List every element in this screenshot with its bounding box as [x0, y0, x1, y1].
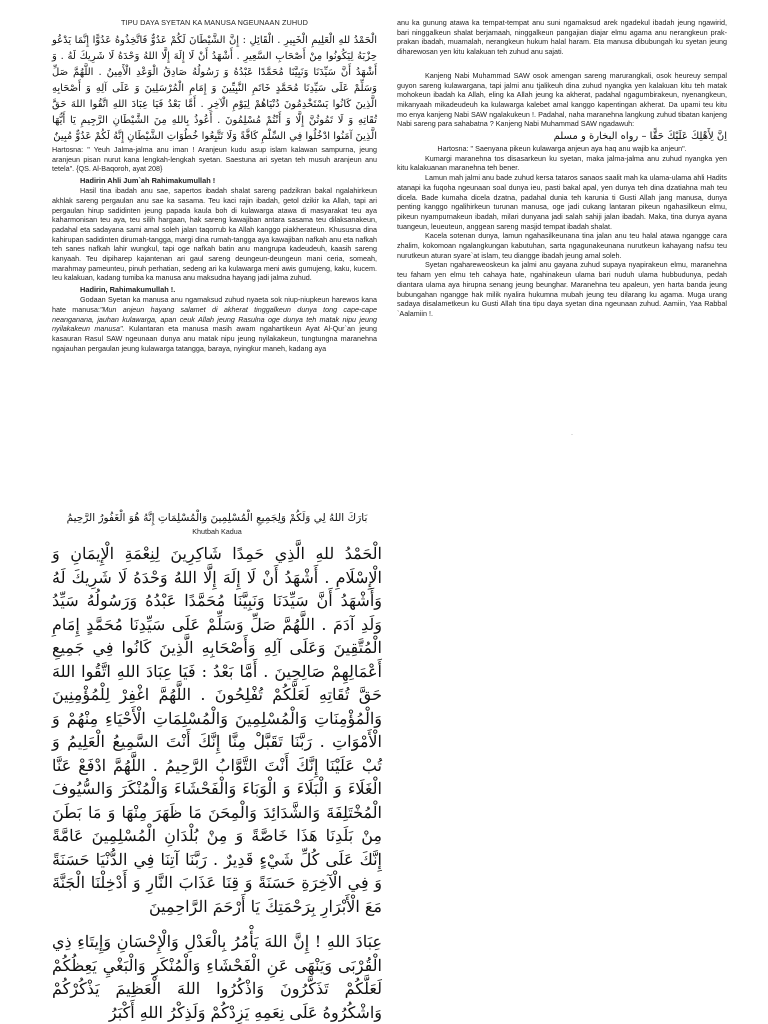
- paragraph: Kacela sotenan dunya, lamun ngahasilkeunana tina jalan anu teu halal atawa ngangge cara zhalim, kokomoan ngalangkungan kabutuhan, sarta ngagunakeunana nurutkeun kahayang nafsu teu nurutkeun aturan syare`at islam, teu diangge ibadah jeung amal soleh.: [397, 231, 727, 260]
- paragraph: Kanjeng Nabi Muhammad SAW osok amengan sareng marurangkali, osok heureuy sempal guyon sareng kulawargana, tapi jalmi anu tjalikeuh dina zuhud nyangka yen kalakuan kitu teh matak mohokeun ibadah ka Allah, eling ka Allah jeung ka akherat, padahal ngagumbirakeun, nyenangkeun, mikanyaah mikadeudeuh ka kulawarga kalebet amal kanggo kapentingan akherat. Da upami teu kitu mo enya kanjeng Nabi SAW ngalakukeun !. Padahal, naha maranehna langkung zuhud tibatan kanjeng Nabi sareng para sahabatna ? Kanjeng Nabi Muhammad SAW ngadawuh:: [397, 70, 727, 129]
- quoted-whisper: "Mun anjeun hayang salamet di akherat tinggalkeun dunya tong cape-cape neanganana, jauhan kulawarga, apan ceuk Allah jeung Rasulna oge dunya teh matak nipu jeung nyilakakeun manusa".: [52, 304, 377, 334]
- paragraph: Lamun mah jalmi anu bade zuhud kersa tataros sanaos saalit mah ka ulama-ulama ahli Hadits atanapi ka fuqoha ngeunaan soal dunya ieu, pasti bakal apal, yen dunya teh dina dzatiahna mah teu dicela. Bade kumaha dicela dzatna, padahal dunia teh karunia ti Gusti Allah jang manusa, dunya penting kanggo ngalihirkeun turunan manusa, oge jadi cukang lantaran pikeun ngahasilkeun elmu, pikeun nyampurnakeun ibadah, milari dunyana jadi salah sahiji jalan ibadah. Maka, tina dunya ayana tuangeun, leueuteun, anggean sareng masjid tempat ibadah shalat.: [397, 173, 727, 231]
- paragraph-tail: Kulantaran eta manusa masih awam ngahartikeun Ayat Al-Qur`an jeung kasauran Rasul SAW ngeunaan dunya anu matak nipu jeung nyilakakeun, tungtungna maranehna ngajauhan pergaulan jeung kulawarga tatangga, baraya, nyingkur maneh, kadang aya: [52, 324, 377, 353]
- left-column: [52, 18, 377, 353]
- arabic-doa: بَارَكَ اللهُ لِي وَلَكُمْ وَلِجَمِيعِ الْمُسْلِمِينَ وَالْمُسْلِمَاتِ إِنَّهُ هُوَ الْغَفُورُ الرَّحِيمُ: [66, 512, 368, 524]
- second-khutbah-section: [52, 510, 382, 1024]
- paragraph: anu ka gunung atawa ka tempat-tempat anu suni ngamaksud arek ngadekul ibadah jeung ngawirid, bari ninggalkeun shalat berjamaah, ninggalkeun pangajian diajar elmu agama anu nerangkeun prak-prakan ibadah, muamalah, nerangkeun hukum halal haram. Eta manusa dibubungah ku syetan jeung diharewosan yen kitu kalakuan teh zuhud anu sajati.: [397, 18, 727, 57]
- right-column: [397, 18, 727, 319]
- stray-mark: ·: [571, 432, 573, 438]
- hartosna-text: Hartosna: " Saenyana pikeun kulawarga anjeun aya haq anu wajib ka anjeun".: [437, 144, 687, 154]
- arabic-hadith: اِنَّ لِأَهْلِكَ عَلَيْكَ حَقًّا – رواه البخارة و مسلم: [553, 131, 727, 143]
- page-title: TIPU DAYA SYETAN KA MANUSA NGEUNAAN ZUHUD: [121, 18, 308, 27]
- hartosna-text: Hartosna: " Yeuh Jalma-jalma anu iman ! Aranjeun kudu asup islam kalawan sampurna, jeung aranjeun pisan nurut kana lengkah-lengkah syetan. Saestuna ari syetan teh musuh aranjeun anu tetela". {QS. Al-Baqoroh, ayat 208}: [52, 145, 377, 174]
- section-subtitle: Khutbah Kadua: [192, 527, 242, 536]
- paragraph-lead: Godaan Syetan ka manusa anu ngamaksud zuhud nyaeta sok niup-niupkeun harewos kana hate manusa:: [52, 295, 377, 314]
- arabic-khutbah-body: الْحَمْدُ للهِ الَّذِي حَمِدًا شَاكِرِينَ لِنِعْمَةِ الْإِيمَانِ وَ الْإِسْلَامِ . أَشْهَدُ أَنْ لَا إِلَهَ إِلَّا اللهُ وَحْدَهُ لَا شَرِيكَ لَهُ وَأَشْهَدُ أَنَّ سَيِّدَنَا وَنَبِيَّنَا مُحَمَّدًا عَبْدُهُ وَرَسُولُهُ سَيِّدُ وَلَدِ آدَمَ . اللَّهُمَّ صَلِّ وَسَلِّمْ عَلَى سَيِّدِنَا مُحَمَّدٍ إِمَامِ الْمُتَّقِينَ وَعَلَى آلِهِ وَأَصْحَابِهِ الَّذِينَ كَانُوا فِي جَمِيعِ أَعْمَالِهِمْ صَالِحِينَ . أَمَّا بَعْدُ : فَيَا عِبَادَ اللهِ اتَّقُوا اللهَ حَقَّ تُقَاتِهِ لَعَلَّكُمْ تُفْلِحُونَ . اللَّهُمَّ اغْفِرْ لِلْمُؤْمِنِينَ وَالْمُؤْمِنَاتِ وَالْمُسْلِمِينَ وَالْمُسْلِمَاتِ الْأَحْيَاءِ مِنْهُمْ وَ الْأَمْوَاتِ . رَبَّنَا تَقَبَّلْ مِنَّا إِنَّكَ أَنْتَ السَّمِيعُ الْعَلِيمُ وَ تُبْ عَلَيْنَا إِنَّكَ أَنْتَ التَّوَّابُ الرَّحِيمُ . اللَّهُمَّ ادْفَعْ عَنَّا الْغَلَاءَ وَ الْبَلَاءَ وَ الْوَبَاءَ وَالْفَحْشَاءَ وَالْمُنْكَرَ وَالسُّيُوفَ الْمُخْتَلِفَةَ وَالشَّدَائِدَ وَالْمِحَنَ مَا ظَهَرَ مِنْهَا وَ مَا بَطَنَ مِنْ بَلَدِنَا هَذَا خَاصَّةً وَ مِنْ بُلْدَانِ الْمُسْلِمِينَ عَامَّةً إِنَّكَ عَلَى كُلِّ شَيْءٍ قَدِيرٌ . رَبَّنَا آتِنَا فِي الدُّنْيَا حَسَنَةً وَ فِي الْآخِرَةِ حَسَنَةً وَ قِنَا عَذَابَ النَّارِ وَ أَدْخِلْنَا الْجَنَّةَ مَعَ الْأَبْرَارِ بِرَحْمَتِكَ يَا أَرْحَمَ الرَّاحِمِينَ: [52, 544, 382, 916]
- paragraph: Syetan ngahareweoskeun ka jalmi anu gayana zuhud supaya nyapirakeun elmu, maranehna teu faham yen elmu teh cahaya hate, ngahinakeun ulama bari nuduh ulama hubbudunya, pedah diantara ulama aya hirupna senang jeung beunghar. Maranehna teu apaleun, yen harta banda jeung bubungahan ngangge hak milik nyalira hukumna mubah jeung teu dilarang ku agama. Muga urang sadaya disalametkeun ku Gusti Allah tina tipu daya syetan dina ngeunaan zuhud. Aamiin, Yaa Rabbal `Aalamiin !.: [397, 260, 727, 318]
- paragraph: Kumargi maranehna tos disasarkeun ku syetan, maka jalma-jalma anu zuhud nyangka yen kitu kalakuanan maranehna teh bener.: [397, 153, 727, 173]
- paragraph: Hasil tina ibadah anu sae, sapertos ibadah shalat sareng padzikran bakal ngalahirkeun akhlak sareng pergaulan anu sae ka sasama. Teu kaci rajin ibadah, getol dzikir ka Allah, tapi ari pergaulan hirup sadidinten jeung papada kaula boh di kulawarga atawa di masyarakat teu aya kaharmonisan teu aya, teu silih hargaan, hak sareng kawajiban antara sasama teu dilaksanakeun, padahal eta sadayana sami amal soleh jalan taqorrub ka Allah kanggo piakherateun. Khususna dina kahirupan sadidinten dirumah-tangga, margi dina rumah-tangga aya kawajiban nafkah anu eta nafkah teh sanes nafkah lahir wungkul, tapi oge nafkah batin anu mangrupa kadeudeuh, kaasih sareng kanyaah. Teu dipiharep kajantenan ari gaul sareng deungeun-deungeun mani ceria, someah, marahmay pameunteu, pinuh perhatian, sedeng ari ka kulawarga meni awis gumujeng, kaku, kucem. Ieu kalakuan, kadang tumiba ka manusa anu maksudna hayang jadi jalma zuhud.: [52, 186, 377, 283]
- arabic-closing: عِبَادَ اللهِ ! إِنَّ اللهَ يَأْمُرُ بِالْعَدْلِ وَالْإِحْسَانِ وَإِيتَاءِ ذِي الْقُرْبَى وَيَنْهَى عَنِ الْفَحْشَاءِ وَالْمُنْكَرِ وَالْبَغْيِ يَعِظُكُمْ لَعَلَّكُمْ تَذَكَّرُونَ وَاذْكُرُوا اللهَ الْعَظِيمَ يَذْكُرْكُمْ وَاشْكُرُوهُ عَلَى نِعَمِهِ يَزِدْكُمْ وَلَذِكْرُ اللهِ أَكْبَرُ: [52, 932, 382, 1022]
- section-heading: Hadirin Ahli Jum`ah Rahimakumullah !: [80, 176, 216, 186]
- section-heading: Hadirin, Rahimakumullah !.: [80, 285, 176, 295]
- paragraph: [52, 295, 377, 353]
- arabic-opening: الْحَمْدُ للهِ الْعَلِيمِ الْخَبِيرِ . الْقَائِلِ : إِنَّ الشَّيْطَانَ لَكُمْ عَدُوٌّ فَاتَّخِذُوهُ عَدُوًّا إِنَّمَا يَدْعُو حِزْبَهُ لِيَكُونُوا مِنْ أَصْحَابِ السَّعِيرِ . أَشْهَدُ أَنْ لَا إِلَهَ إِلَّا اللهُ وَحْدَهُ لَا شَرِيكَ لَهُ . وَ أَشْهَدُ أَنَّ سَيِّدَنَا وَنَبِيَّنَا مُحَمَّدًا عَبْدُهُ وَ رَسُولُهُ صَادِقُ الْوَعْدِ الْأَمِينُ . اللَّهُمَّ صَلِّ وَسَلِّمْ عَلَى سَيِّدِنَا مُحَمَّدٍ خَاتَمِ النَّبِيِّينَ وَ إِمَامِ الْمُرْسَلِينَ وَ عَلَى آلِهِ وَ أَصْحَابِهِ الَّذِينَ كَانُوا يَسْتَخْدِمُونَ دُنْيَاهُمْ لِيَوْمِ الْآخِرِ . أَمَّا بَعْدُ فَيَا عِبَادَ اللهِ اتَّقُوا اللهَ حَقَّ تُقَاتِهِ وَ لَا تَمُوتُنَّ إِلَّا وَ أَنْتُمْ مُسْلِمُونَ . أَعُوذُ بِاللهِ مِنَ الشَّيْطَانِ الرَّجِيمِ يَا أَيُّهَا الَّذِينَ آمَنُوا ادْخُلُوا فِي السِّلْمِ كَافَّةً وَلَا تَتَّبِعُوا خُطُوَاتِ الشَّيْطَانِ إِنَّهُ لَكُمْ عَدُوٌّ مُبِينٌ: [52, 35, 377, 142]
